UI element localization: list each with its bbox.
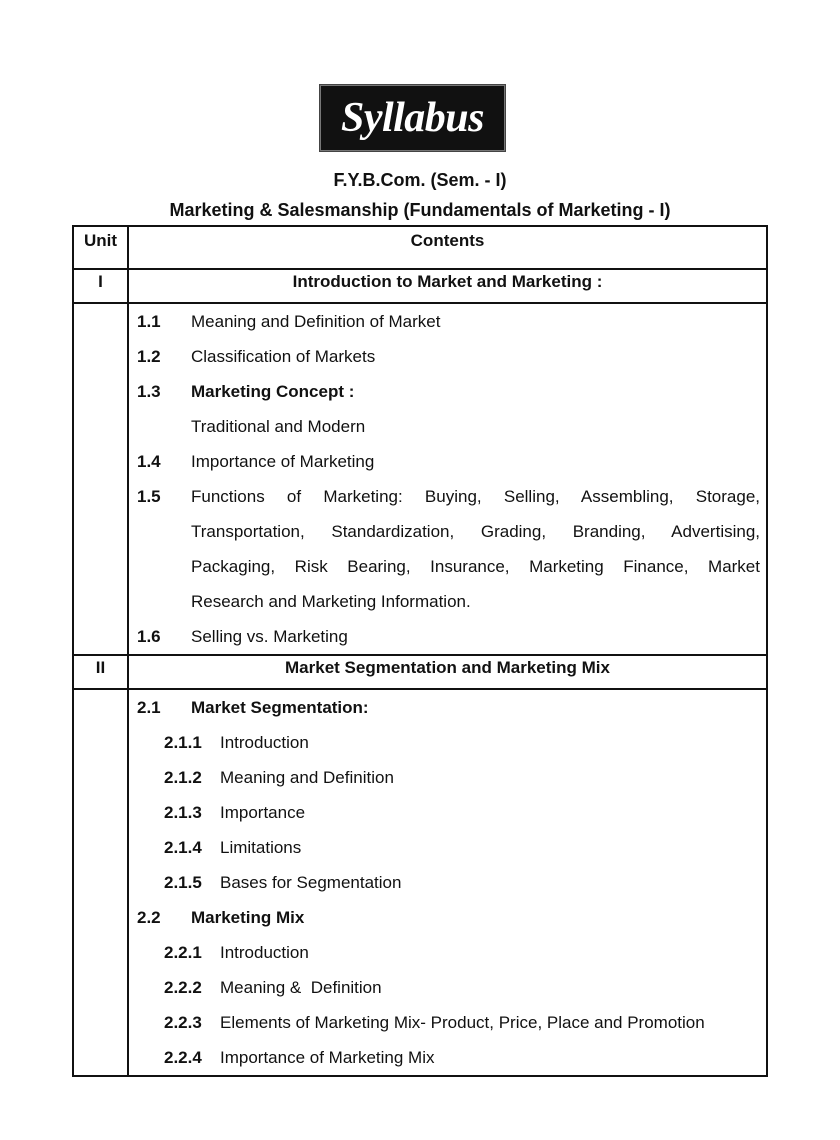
unit-contents: [128, 689, 767, 1076]
list-item: 1.5 Functions of Marketing: Buying, Selling, Assembling, Storage,: [137, 487, 760, 506]
unit-contents-row: [73, 303, 767, 655]
sub-item: 2.1.2 Meaning and Definition: [164, 768, 394, 787]
sub-item: 2.1.4 Limitations: [164, 838, 302, 857]
unit-title: Introduction to Market and Marketing :: [128, 269, 767, 303]
unit-contents: 1.1 Meaning and Definition of Market 1.2 Classification of Markets 1.3 Marketing Concept : Traditional and Modern 1.4 Importance of Marketing 1.5 Functions of Marketing: Buying, Selling, Assembling, Storage, Transportation, Standardization, Grading, Branding, Advertising, Packaging, Risk Bearing, Insurance, Marketing Finance, Market Research and Marketing Information. 1.6 Selling vs. Marketing: [128, 303, 767, 655]
sub-item: 2.2.4 Importance of Marketing Mix: [164, 1048, 435, 1067]
list-item: 2.2 Marketing Mix: [137, 908, 305, 927]
contents-header: Contents: [128, 226, 767, 269]
list-item: 1.3 Marketing Concept :: [137, 382, 355, 401]
list-item: 1.4 Importance of Marketing: [137, 452, 375, 471]
sub-item: 2.1.1 Introduction: [164, 733, 309, 752]
unit-title: Market Segmentation and Marketing Mix: [128, 655, 767, 689]
course-title: F.Y.B.Com. (Sem. - I): [333, 170, 507, 190]
list-item: 1.6 Selling vs. Marketing: [137, 627, 348, 646]
logo-text: Syllabus: [340, 95, 485, 141]
unit-number: II: [73, 655, 128, 689]
syllabus-logo: [320, 85, 505, 151]
sub-item: 2.2.1 Introduction: [164, 943, 309, 962]
syllabus-table: [72, 225, 768, 1077]
unit-title-row: [73, 655, 767, 689]
list-item: 1.2 Classification of Markets: [137, 347, 376, 366]
list-item: 2.1 Market Segmentation:: [137, 698, 369, 717]
sub-item: 2.2.2 Meaning & Definition: [164, 978, 382, 997]
unit-title-row: [73, 269, 767, 303]
unit-number: I: [73, 269, 128, 303]
sub-item: 2.1.5 Bases for Segmentation: [164, 873, 402, 892]
list-item: 1.1 Meaning and Definition of Market: [137, 312, 441, 331]
unit-contents-row: [73, 689, 767, 1076]
table-header-row: [73, 226, 767, 269]
unit-header: Unit: [73, 226, 128, 269]
sub-item: 2.1.3 Importance: [164, 803, 306, 822]
sub-item: 2.2.3 Elements of Marketing Mix- Product, Price, Place and Promotion: [164, 1013, 705, 1032]
list-item-continuation: Traditional and Modern: [191, 417, 366, 436]
subject-title: Marketing & Salesmanship (Fundamentals of Marketing - I): [169, 200, 671, 220]
